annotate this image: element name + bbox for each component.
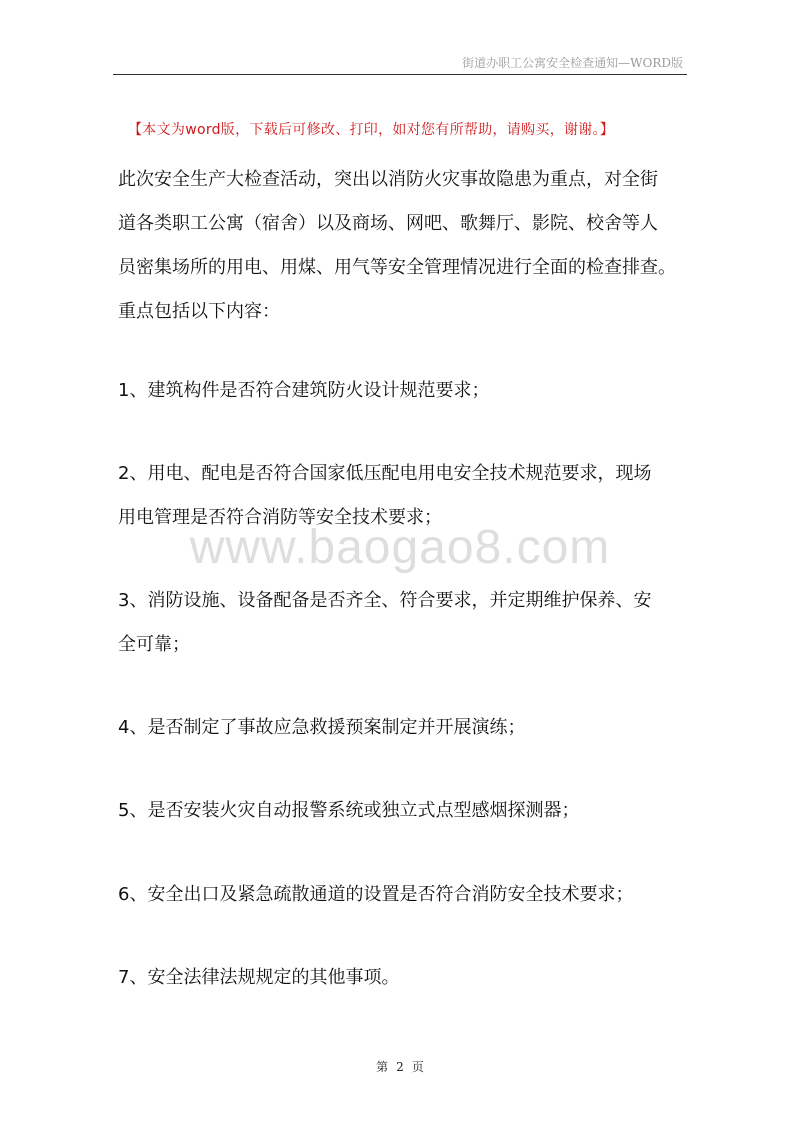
item-line: 7、安全法律法规规定的其他事项。 — [118, 967, 400, 988]
item-line: 全可靠； — [118, 634, 190, 655]
item-line: 6、安全出口及紧急疏散通道的设置是否符合消防安全技术要求； — [118, 884, 634, 905]
header-title: 街道办职工公寓安全检查通知—WORD版 — [462, 56, 683, 70]
checklist-item-3 — [118, 579, 692, 667]
page-number-prefix: 第 — [376, 1060, 389, 1074]
checklist-item-6 — [118, 873, 692, 917]
item-line: 用电管理是否符合消防等安全技术要求； — [118, 507, 442, 528]
checklist-item-1 — [118, 369, 692, 413]
header-divider — [113, 74, 687, 75]
item-line: 4、是否制定了事故应急救援预案制定并开展演练； — [118, 717, 526, 738]
checklist-item-7 — [118, 956, 692, 1000]
intro-line: 此次安全生产大检查活动，突出以消防火灾事故隐患为重点，对全街 — [118, 169, 658, 190]
page-number — [0, 1058, 800, 1075]
page-number-suffix: 页 — [411, 1060, 424, 1074]
checklist-item-4 — [118, 706, 692, 750]
checklist-item-5 — [118, 789, 692, 833]
intro-paragraph — [118, 158, 692, 334]
item-line: 1、建筑构件是否符合建筑防火设计规范要求； — [118, 380, 490, 401]
item-line: 5、是否安装火灾自动报警系统或独立式点型感烟探测器； — [118, 800, 580, 821]
purchase-notice: 【本文为word版，下载后可修改、打印，如对您有所帮助，请购买，谢谢。】 — [128, 122, 615, 138]
item-line: 2、用电、配电是否符合国家低压配电用电安全技术规范要求，现场 — [118, 463, 652, 484]
page-number-value: 2 — [396, 1060, 404, 1074]
item-line: 3、消防设施、设备配备是否齐全、符合要求，并定期维护保养、安 — [118, 590, 652, 611]
intro-line: 道各类职工公寓（宿舍）以及商场、网吧、歌舞厅、影院、校舍等人 — [118, 213, 658, 234]
intro-line: 员密集场所的用电、用煤、用气等安全管理情况进行全面的检查排查。 — [118, 257, 676, 278]
watermark: www.baogao8.com — [189, 521, 611, 574]
intro-line: 重点包括以下内容： — [118, 301, 280, 322]
